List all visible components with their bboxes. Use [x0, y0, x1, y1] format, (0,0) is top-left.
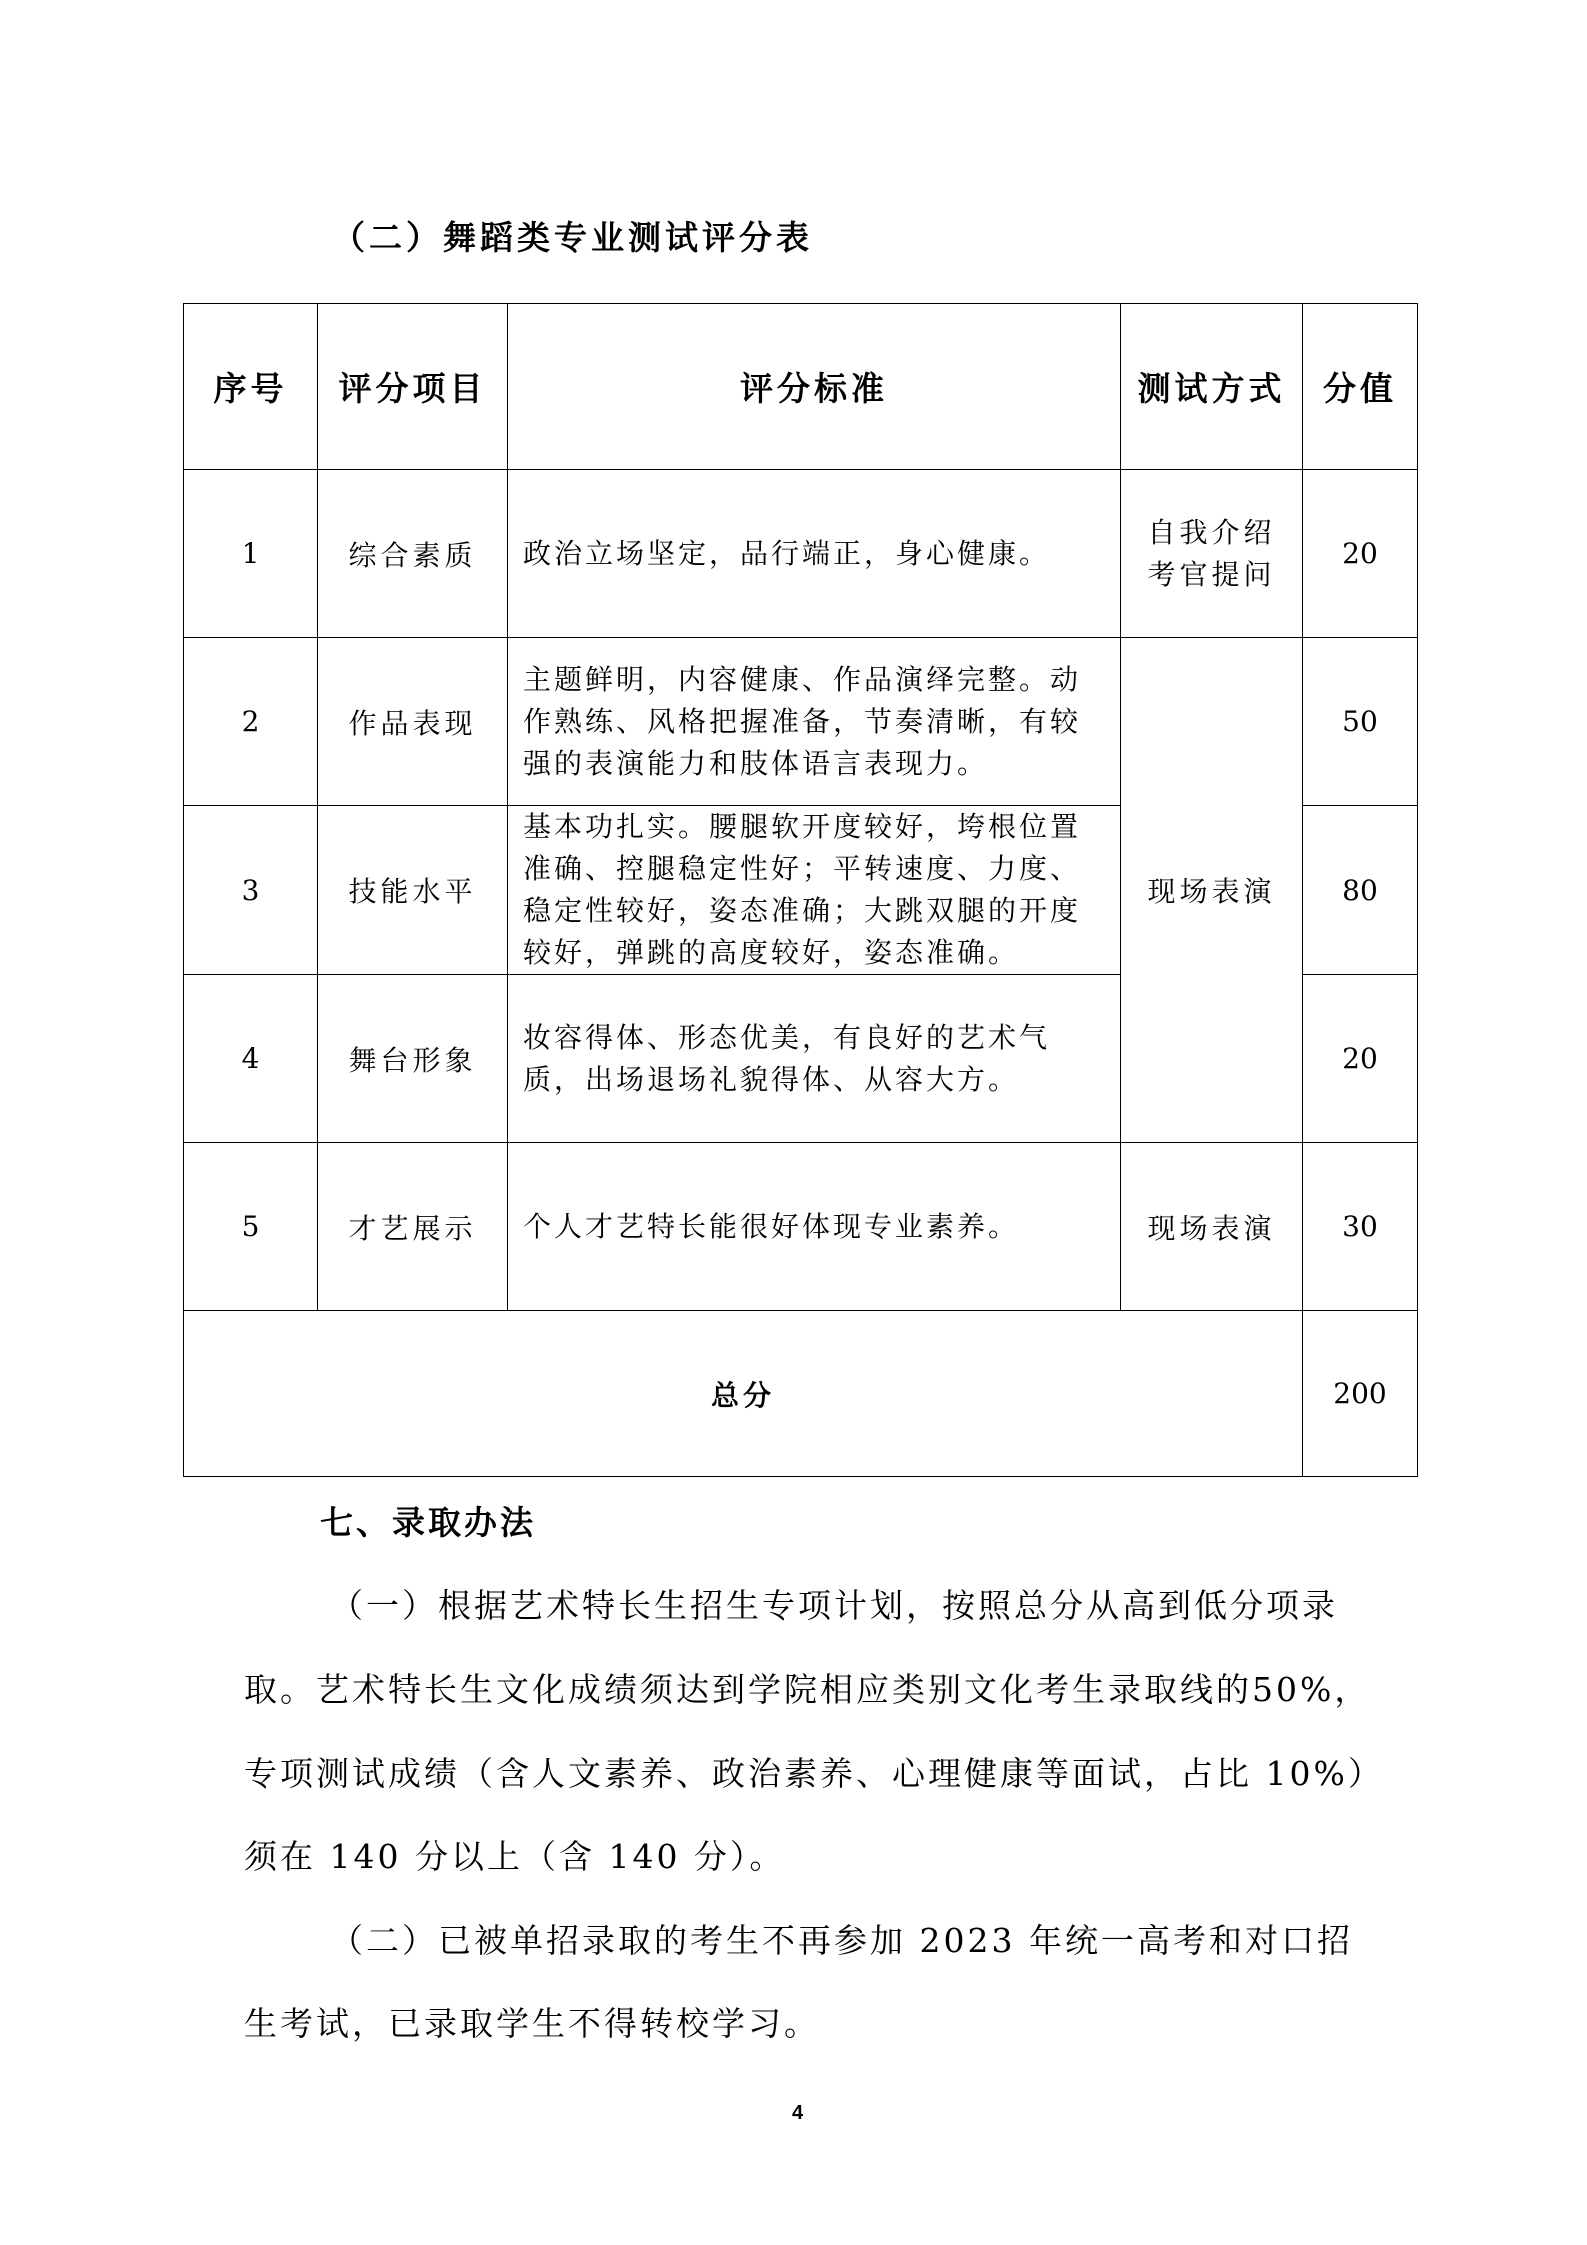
header-score: 分值: [1303, 304, 1418, 470]
total-score: 200: [1303, 1311, 1418, 1477]
paragraph-line: （一）根据艺术特长生招生专项计划，按照总分从高到低分项录: [330, 1586, 1338, 1625]
row-no: 5: [184, 1143, 318, 1311]
page-number: 4: [792, 2102, 804, 2124]
total-label: 总分: [184, 1311, 1303, 1477]
row-item: 技能水平: [318, 806, 508, 975]
paragraph-line: 生考试，已录取学生不得转校学习。: [244, 2004, 820, 2043]
table-title: （二）舞蹈类专业测试评分表: [332, 218, 813, 257]
row-standard: 主题鲜明，内容健康、作品演绎完整。动作熟练、风格把握准备，节奏清晰，有较强的表演能力和肢体语言表现力。: [508, 638, 1121, 806]
paragraph-line: 专项测试成绩（含人文素养、政治素养、心理健康等面试，占比 10%）: [244, 1754, 1384, 1793]
row-no: 1: [184, 470, 318, 638]
section-heading: 七、录取办法: [320, 1503, 536, 1542]
scoring-table: [183, 303, 1418, 1477]
row-standard: 妆容得体、形态优美，有良好的艺术气质，出场退场礼貌得体、从容大方。: [508, 975, 1121, 1143]
table-row: [184, 638, 1418, 806]
table-header-row: [184, 304, 1418, 470]
row-item: 作品表现: [318, 638, 508, 806]
row-no: 2: [184, 638, 318, 806]
row-item: 才艺展示: [318, 1143, 508, 1311]
row-standard: 基本功扎实。腰腿软开度较好，垮根位置准确、控腿稳定性好；平转速度、力度、稳定性较好，姿态准确；大跳双腿的开度较好，弹跳的高度较好，姿态准确。: [508, 806, 1121, 975]
row-method: 自我介绍考官提问: [1121, 470, 1303, 638]
paragraph-line: 须在 140 分以上（含 140 分）。: [244, 1837, 786, 1876]
paragraph-line: 取。艺术特长生文化成绩须达到学院相应类别文化考生录取线的50%，: [244, 1670, 1371, 1709]
row-score: 80: [1303, 806, 1418, 975]
row-standard: 政治立场坚定，品行端正，身心健康。: [508, 470, 1121, 638]
row-score: 20: [1303, 975, 1418, 1143]
row-score: 50: [1303, 638, 1418, 806]
row-item: 舞台形象: [318, 975, 508, 1143]
row-item: 综合素质: [318, 470, 508, 638]
row-score: 30: [1303, 1143, 1418, 1311]
table-row: [184, 1143, 1418, 1311]
row-method: 现场表演: [1121, 638, 1303, 1143]
header-method: 测试方式: [1121, 304, 1303, 470]
total-row: [184, 1311, 1418, 1477]
table-row: [184, 470, 1418, 638]
row-no: 4: [184, 975, 318, 1143]
row-score: 20: [1303, 470, 1418, 638]
header-no: 序号: [184, 304, 318, 470]
row-standard: 个人才艺特长能很好体现专业素养。: [508, 1143, 1121, 1311]
paragraph-line: （二）已被单招录取的考生不再参加 2023 年统一高考和对口招: [330, 1921, 1353, 1960]
row-method: 现场表演: [1121, 1143, 1303, 1311]
header-standard: 评分标准: [508, 304, 1121, 470]
header-item: 评分项目: [318, 304, 508, 470]
row-no: 3: [184, 806, 318, 975]
